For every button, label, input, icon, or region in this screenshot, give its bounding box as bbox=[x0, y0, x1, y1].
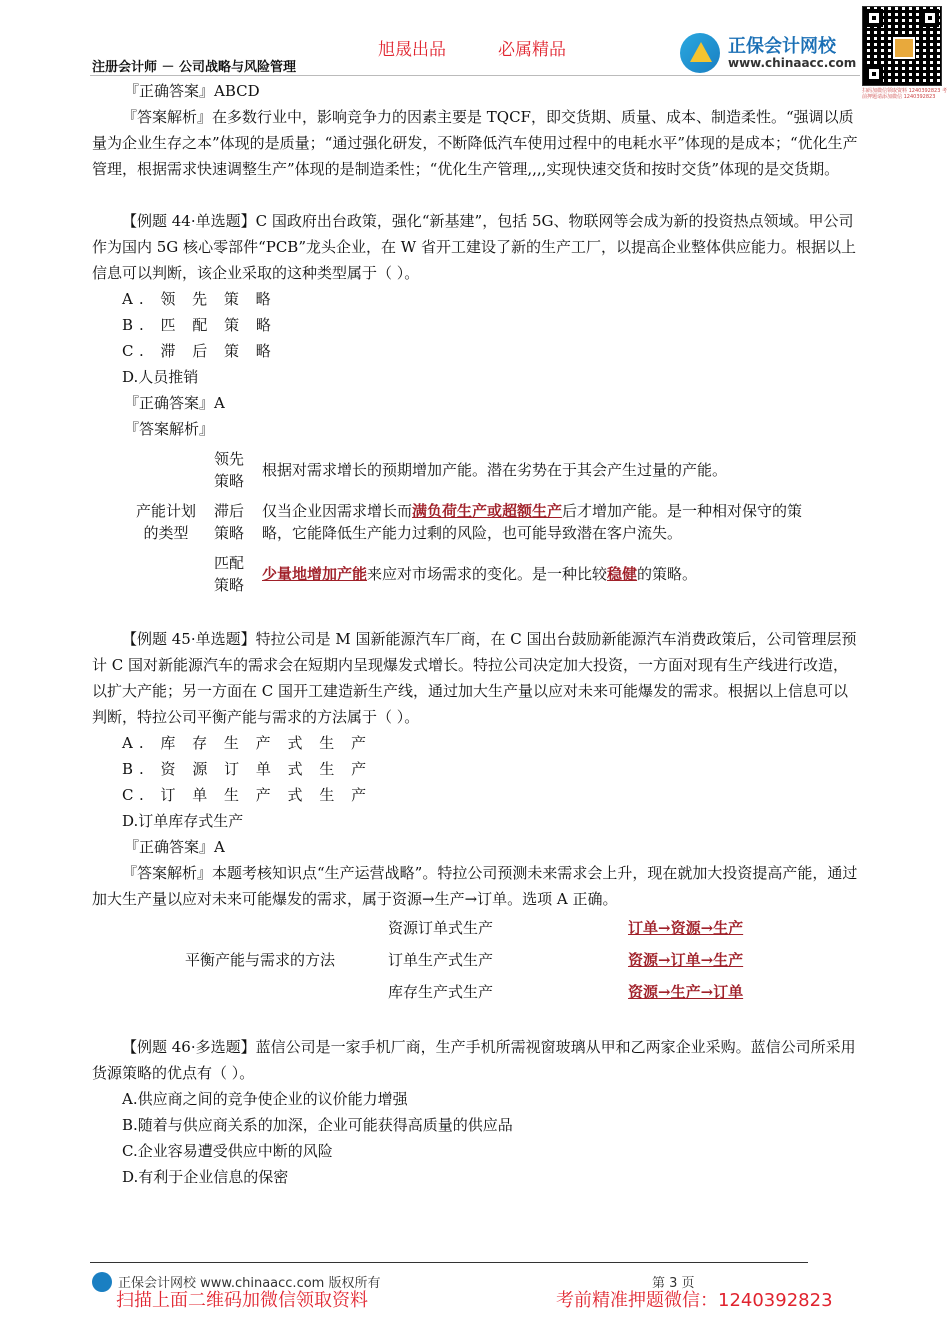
highlight-text: 满负荷生产或超额生产 bbox=[412, 502, 563, 520]
q44-analysis-label: 『答案解析』 bbox=[124, 420, 215, 438]
q46-option-c: C.企业容易遭受供应中断的风险 bbox=[122, 1142, 333, 1160]
q44-stem: 【例题 44·单选题】C 国政府出台政策，强化“新基建”，包括 5G、物联网等会成为新的投资热点领域。甲公司作为国内 5G 核心零部件“PCB”龙头企业，在 W 省开工建设了新的生产工厂，以提高企业整体供应能力。根据以上信息可以判断，该企业采取的这种类型属于（ ）。 bbox=[92, 212, 856, 282]
logo-url: www.chinaacc.com bbox=[728, 56, 857, 70]
table-row-name: 订单生产式生产 bbox=[388, 951, 494, 969]
slogan-1: 旭晟出品 bbox=[378, 40, 446, 60]
document-title: 注册会计师 － 公司战略与风险管理 bbox=[92, 60, 297, 75]
q46-title: 【例题 46·多选题】 bbox=[122, 1038, 256, 1056]
table-row-type: 领先策略 bbox=[213, 450, 244, 490]
q44-option-c: C. 滞 后 策 略 bbox=[122, 342, 277, 360]
logo-name: 正保会计网校 bbox=[728, 36, 836, 57]
q45-option-b: B. 资 源 订 单 式 生 产 bbox=[122, 760, 373, 778]
highlight-text: 少量地增加产能 bbox=[262, 565, 368, 583]
q46-option-a: A.供应商之间的竞争使企业的议价能力增强 bbox=[122, 1090, 408, 1108]
q46-option-b: B.随着与供应商关系的加深，企业可能获得高质量的供应品 bbox=[122, 1116, 513, 1134]
q45-option-c: C. 订 单 生 产 式 生 产 bbox=[122, 786, 373, 804]
qr-note: 扫码加微信领取资料 1240392823 考前押题请添加微信 1240392823 bbox=[862, 88, 947, 100]
q44-option-a: A. 领 先 策 略 bbox=[122, 290, 277, 308]
q46-option-d: D.有利于企业信息的保密 bbox=[122, 1168, 289, 1186]
page-number: 第 3 页 bbox=[652, 1276, 695, 1291]
table-row-type: 滞后策略 bbox=[213, 502, 244, 542]
q44-title: 【例题 44·单选题】 bbox=[122, 212, 256, 230]
table-row-name: 资源订单式生产 bbox=[388, 919, 494, 937]
q45-answer: 『正确答案』A bbox=[124, 838, 225, 856]
capacity-plan-table bbox=[130, 444, 828, 600]
document-body bbox=[92, 78, 862, 1190]
footer-divider bbox=[90, 1262, 808, 1263]
q45-analysis: 『答案解析』本题考核知识点“生产运营战略”。特拉公司预测未来需求会上升，现在就加大投资提高产能，通过加大生产量以应对未来可能爆发的需求，属于资源→生产→订单。选项 A 正确。 bbox=[92, 864, 858, 908]
prev-analysis: 『答案解析』在多数行业中，影响竞争力的因素主要是 TQCF，即交货期、质量、成本、制造柔性。“强调以质量为企业生存之本”体现的是质量；“通过强化研发，不断降低汽车使用过程中的电耗水平”体现的是成本；“优化生产管理，根据需求快速调整生产”体现的是制造柔性；“优化生产管理,,,,实现快速交货和按时交货”体现的是交货期。 bbox=[92, 108, 858, 178]
q44-option-d: D.人员推销 bbox=[122, 368, 199, 386]
q45-option-d: D.订单库存式生产 bbox=[122, 812, 244, 830]
table-row-desc: 根据对需求增长的预期增加产能。潜在劣势在于其会产生过量的产能。 bbox=[262, 461, 728, 479]
table-row-desc: 少量地增加产能来应对市场需求的变化。是一种比较稳健的策略。 bbox=[262, 565, 698, 583]
footer-site: 正保会计网校 www.chinaacc.com 版权所有 bbox=[118, 1276, 381, 1291]
logo-icon bbox=[680, 33, 720, 73]
q45-title: 【例题 45·单选题】 bbox=[122, 630, 256, 648]
footer-logo-icon bbox=[92, 1272, 112, 1292]
table-row-type: 匹配策略 bbox=[213, 554, 244, 594]
header-divider bbox=[90, 75, 860, 76]
q45-option-a: A. 库 存 生 产 式 生 产 bbox=[122, 734, 372, 752]
table-row-flow: 资源→生产→订单 bbox=[628, 983, 744, 1001]
table-category: 产能计划的类型 bbox=[136, 502, 197, 542]
table-row-flow: 资源→订单→生产 bbox=[628, 951, 744, 969]
table-row-name: 库存生产式生产 bbox=[388, 983, 494, 1001]
q45-stem: 【例题 45·单选题】特拉公司是 M 国新能源汽车厂商，在 C 国出台鼓励新能源汽车消费政策后，公司管理层预计 C 国对新能源汽车的需求会在短期内呈现爆发式增长。特拉公司决定加大投资，一方面对现有生产线进行改造，以扩大产能；另一方面在 C 国开工建造新生产线，通过加大生产量以应对未来可能爆发的需求。根据以上信息可以判断，特拉公司平衡产能与需求的方法属于（ ）。 bbox=[92, 630, 857, 726]
table-row-desc: 仅当企业因需求增长而满负荷生产或超额生产后才增加产能。是一种相对保守的策略，它能降低生产能力过剩的风险，也可能导致潜在客户流失。 bbox=[262, 502, 803, 542]
table-row-flow: 订单→资源→生产 bbox=[628, 919, 744, 937]
q44-answer: 『正确答案』A bbox=[124, 394, 225, 412]
prev-answer: 『正确答案』ABCD bbox=[124, 82, 260, 100]
q46-stem: 【例题 46·多选题】蓝信公司是一家手机厂商，生产手机所需视窗玻璃从甲和乙两家企业采购。蓝信公司所采用货源策略的优点有（ ）。 bbox=[92, 1038, 856, 1082]
slogan-2: 必属精品 bbox=[498, 40, 566, 60]
balance-method-table bbox=[132, 912, 743, 1008]
qr-code-icon bbox=[862, 6, 942, 86]
footer-promo-right: 考前精准押题微信：1240392823 bbox=[556, 1290, 833, 1311]
q44-option-b: B. 匹 配 策 略 bbox=[122, 316, 277, 334]
footer-promo-left: 扫描上面二维码加微信领取资料 bbox=[116, 1290, 368, 1311]
highlight-text: 稳健 bbox=[607, 565, 638, 583]
table-category: 平衡产能与需求的方法 bbox=[184, 951, 335, 969]
brand-logo bbox=[680, 30, 860, 76]
